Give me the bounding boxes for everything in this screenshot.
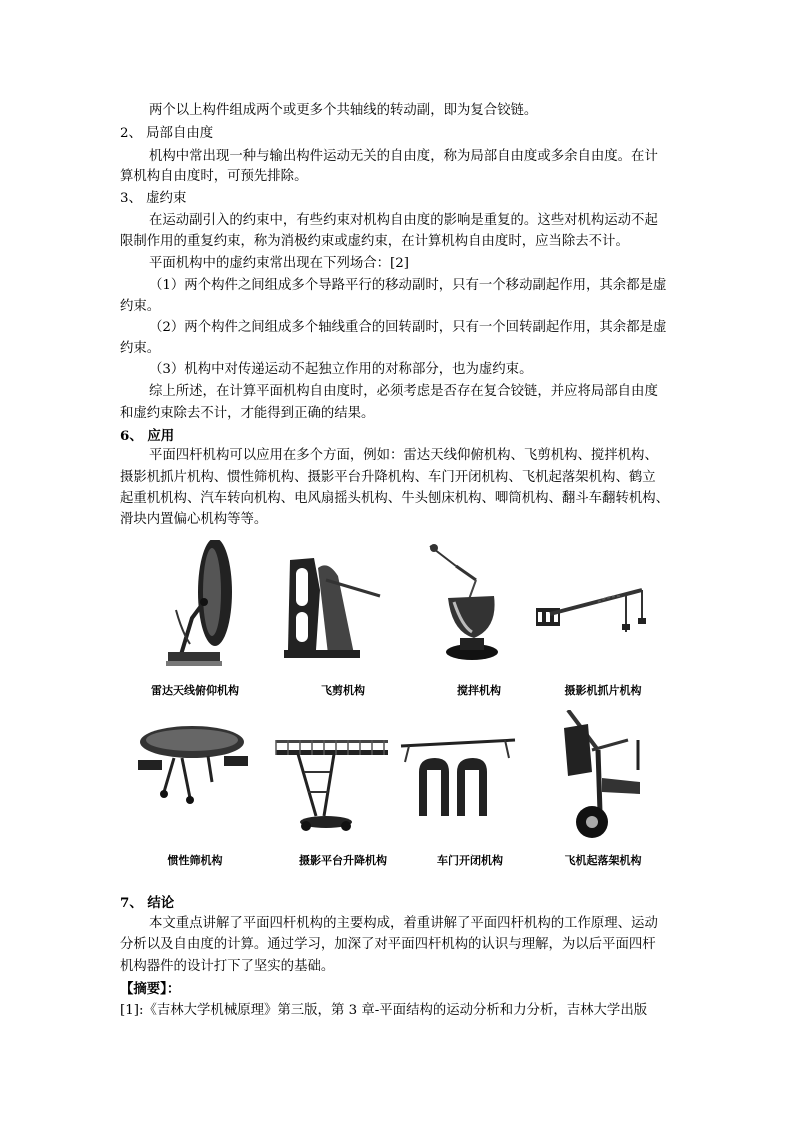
section-heading-local-dof: 2、 局部自由度 bbox=[120, 126, 214, 141]
list-item-3: （3）机构中对传递运动不起独立作用的对称部分，也为虚约束。 bbox=[149, 362, 533, 377]
list-item-1-line2: 约束。 bbox=[120, 299, 161, 314]
section-heading-virtual-constraint: 3、 虚约束 bbox=[120, 191, 187, 206]
figure-flying-shear bbox=[268, 540, 418, 700]
figure-radar-antenna bbox=[120, 540, 270, 700]
list-item-2-line1: （2）两个构件之间组成多个轴线重合的回转副时，只有一个回转副起作用，其余都是虚 bbox=[149, 320, 667, 335]
paragraph-application-line4: 滑块内置偏心机构等等。 bbox=[120, 512, 268, 527]
flying-shear-illustration bbox=[268, 540, 418, 680]
inertia-sieve-illustration bbox=[120, 710, 270, 850]
figure-car-door bbox=[395, 710, 545, 870]
list-item-2-line2: 约束。 bbox=[120, 341, 161, 356]
section-heading-conclusion: 7、 结论 bbox=[120, 895, 175, 911]
list-item-1-line1: （1）两个构件之间组成多个导路平行的移动副时，只有一个移动副起作用，其余都是虚 bbox=[149, 278, 667, 293]
figure-caption-shear: 飞剪机构 bbox=[321, 684, 365, 697]
section-heading-application: 6、 应用 bbox=[120, 428, 175, 444]
figure-caption-camera: 摄影机抓片机构 bbox=[564, 684, 642, 697]
figure-caption-radar: 雷达天线俯仰机构 bbox=[151, 684, 239, 697]
paragraph-conclusion-line2: 分析以及自由度的计算。通过学习，加深了对平面四杆机构的认识与理解，为以后平面四杆 bbox=[120, 937, 656, 952]
camera-claw-illustration bbox=[528, 540, 678, 680]
paragraph-virtual-line1: 在运动副引入的约束中，有些约束对机构自由度的影响是重复的。这些对机构运动不起 bbox=[149, 213, 658, 228]
paragraph-virtual-cases: 平面机构中的虚约束常出现在下列场合：[2] bbox=[149, 256, 409, 271]
paragraph-summary-line1: 综上所述，在计算平面机构自由度时，必须考虑是否存在复合铰链，并应将局部自由度 bbox=[149, 384, 658, 399]
paragraph-application-line2: 摄影机抓片机构、惯性筛机构、摄影平台升降机构、车门开闭机构、飞机起落架机构、鹤立 bbox=[120, 470, 656, 485]
paragraph-application-line1: 平面四杆机构可以应用在多个方面，例如：雷达天线仰俯机构、飞剪机构、搅拌机构、 bbox=[149, 448, 658, 463]
figure-caption-door: 车门开闭机构 bbox=[437, 854, 503, 867]
reference-1: [1]:《吉林大学机械原理》第三版，第 3 章-平面结构的运动分析和力分析，吉林大学出版 bbox=[120, 1003, 648, 1018]
paragraph-local-dof-line1: 机构中常出现一种与输出构件运动无关的自由度，称为局部自由度或多余自由度。在计 bbox=[149, 149, 658, 164]
paragraph-conclusion-line1: 本文重点讲解了平面四杆机构的主要构成，着重讲解了平面四杆机构的工作原理、运动 bbox=[149, 916, 658, 931]
figure-caption-sieve: 惯性筛机构 bbox=[167, 854, 223, 867]
figure-landing-gear bbox=[528, 710, 678, 870]
paragraph-virtual-line2: 限制作用的重复约束，称为消极约束或虚约束，在计算机构自由度时，应当除去不计。 bbox=[120, 234, 629, 249]
paragraph-application-line3: 起重机机构、汽车转向机构、电风扇摇头机构、牛头刨床机构、唧筒机构、翻斗车翻转机构、 bbox=[120, 491, 670, 506]
paragraph-complex-hinge: 两个以上构件组成两个或更多个共轴线的转动副，即为复合铰链。 bbox=[149, 103, 538, 118]
figure-camera-claw bbox=[528, 540, 678, 700]
figure-caption-gear: 飞机起落架机构 bbox=[564, 854, 642, 867]
radar-antenna-illustration bbox=[120, 540, 270, 680]
abstract-heading: 【摘要】： bbox=[120, 981, 181, 997]
figure-inertia-sieve bbox=[120, 710, 270, 870]
car-door-illustration bbox=[395, 710, 545, 850]
figure-caption-mixer: 搅拌机构 bbox=[457, 684, 501, 697]
paragraph-summary-line2: 和虚约束除去不计，才能得到正确的结果。 bbox=[120, 406, 375, 421]
landing-gear-illustration bbox=[528, 710, 678, 850]
paragraph-conclusion-line3: 机构器件的设计打下了坚实的基础。 bbox=[120, 959, 335, 974]
paragraph-local-dof-line2: 算机构自由度时，可预先排除。 bbox=[120, 169, 308, 184]
figure-caption-platform: 摄影平台升降机构 bbox=[299, 854, 387, 867]
